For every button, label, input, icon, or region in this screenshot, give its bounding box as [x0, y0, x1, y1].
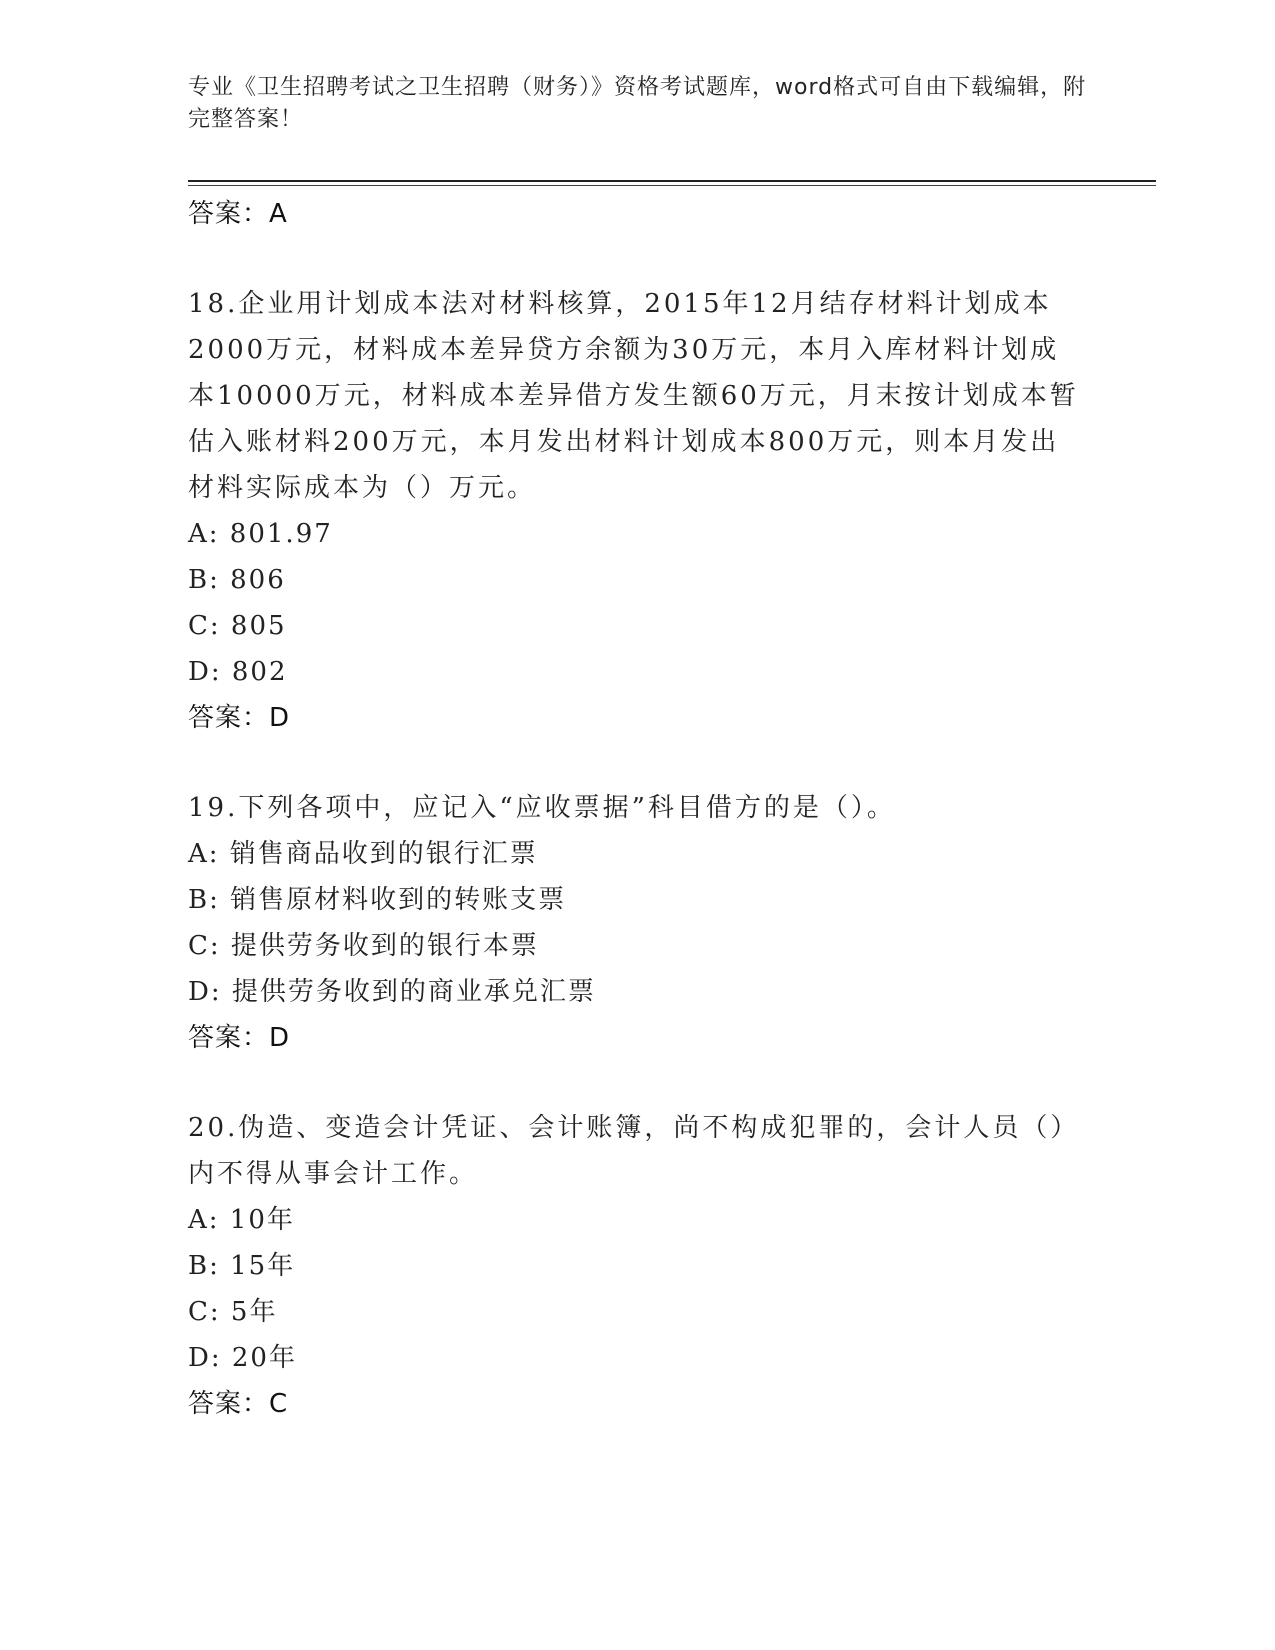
question-18: [188, 281, 1088, 741]
option-d: D: 802: [188, 657, 288, 687]
option-a: A: 10年: [188, 1205, 295, 1235]
header-rule-thin: [188, 185, 1156, 186]
option-d: D: 20年: [188, 1343, 297, 1373]
header-rule-thick: [188, 180, 1156, 182]
question-list: [188, 191, 1088, 1427]
option-b: B: 806: [188, 565, 286, 595]
question-text: 19.下列各项中，应记入“应收票据”科目借方的是（）。: [188, 793, 896, 823]
option-c: C: 5年: [188, 1297, 278, 1327]
question-19: [188, 785, 1088, 1061]
question-text: 20.伪造、变造会计凭证、会计账簿，尚不构成犯罪的，会计人员（）内不得从事会计工作。: [188, 1113, 1080, 1189]
document-header: 专业《卫生招聘考试之卫生招聘（财务）》资格考试题库，word格式可自由下载编辑，附完整答案！: [188, 75, 1087, 132]
answer: 答案：D: [188, 1023, 291, 1053]
option-c: C: 提供劳务收到的银行本票: [188, 931, 539, 961]
option-a: A: 销售商品收到的银行汇票: [188, 839, 538, 869]
question-20: [188, 1105, 1088, 1427]
answer: 答案：D: [188, 703, 291, 733]
previous-answer: 答案：A: [188, 199, 288, 229]
option-b: B: 销售原材料收到的转账支票: [188, 885, 567, 915]
option-b: B: 15年: [188, 1251, 296, 1281]
option-a: A: 801.97: [188, 519, 333, 549]
option-c: C: 805: [188, 611, 287, 641]
question-text: 18.企业用计划成本法对材料核算，2015年12月结存材料计划成本2000万元，材料成本差异贷方余额为30万元，本月入库材料计划成本10000万元，材料成本差异借方发生额60万元，月末按计划成本暂估入账材料200万元，本月发出材料计划成本800万元，则本月发出材料实际成本为（）万元。: [188, 289, 1079, 503]
option-d: D: 提供劳务收到的商业承兑汇票: [188, 977, 596, 1007]
answer: 答案：C: [188, 1389, 289, 1419]
